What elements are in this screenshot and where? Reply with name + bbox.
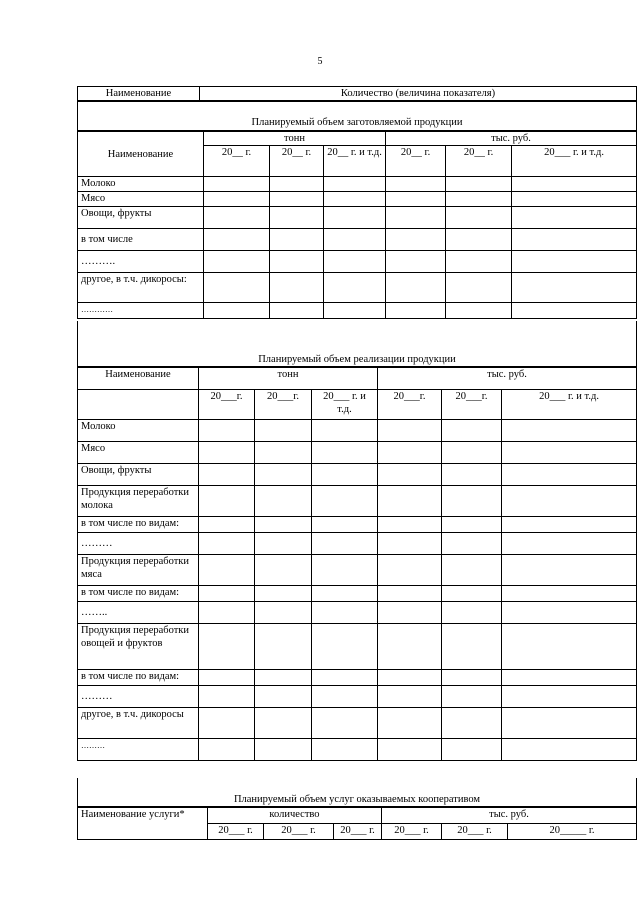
s1-row-label: другое, в т.ч. дикоросы:: [78, 273, 204, 303]
s3-year: 20___ г.: [334, 824, 382, 840]
table-cell: [386, 251, 446, 273]
s1-year: 20__ г. и т.д.: [324, 146, 386, 177]
table-cell: [312, 533, 378, 555]
table-cell: [312, 464, 378, 486]
table-cell: [446, 192, 512, 207]
table-cell: [378, 555, 442, 586]
table-cell: [512, 273, 637, 303]
table-cell: [442, 708, 502, 739]
table-cell: [502, 555, 637, 586]
table-cell: [512, 177, 637, 192]
table-cell: [442, 624, 502, 670]
table-cell: [502, 533, 637, 555]
table-cell: [378, 517, 442, 533]
section2-title-frame: [77, 321, 637, 367]
table-cell: [199, 486, 255, 517]
section1-title: Планируемый объем заготовляемой продукции: [251, 117, 463, 128]
table-cell: [378, 464, 442, 486]
s2-row-label: Продукция переработки овощей и фруктов: [78, 624, 199, 670]
table-cell: [204, 229, 270, 251]
table-cell: [378, 686, 442, 708]
table-cell: [502, 517, 637, 533]
table-cell: [199, 686, 255, 708]
table-cell: [312, 517, 378, 533]
table-cell: [378, 739, 442, 761]
table-cell: [312, 486, 378, 517]
table-cell: [386, 192, 446, 207]
table-cell: [512, 229, 637, 251]
table-cell: [446, 229, 512, 251]
s2-year: 20___г.: [199, 390, 255, 420]
table-cell: [312, 686, 378, 708]
s3-year: 20___ г.: [208, 824, 264, 840]
table-cell: [386, 229, 446, 251]
table-cell: [446, 207, 512, 229]
table-cell: [204, 192, 270, 207]
table-cell: [502, 670, 637, 686]
table-cell: [312, 442, 378, 464]
s3-unit-qty: количество: [208, 808, 382, 824]
s1-year: 20__ г.: [270, 146, 324, 177]
table-cell: [502, 686, 637, 708]
table-cell: [324, 303, 386, 319]
section2-table: [77, 367, 637, 761]
s1-row-label: Молоко: [78, 177, 204, 192]
s2-row-label: Овощи, фрукты: [78, 464, 199, 486]
table-cell: [255, 670, 312, 686]
table-cell: [324, 251, 386, 273]
table-cell: [502, 420, 637, 442]
section1-title-frame: [77, 101, 637, 131]
s3-year: 20___ г.: [264, 824, 334, 840]
table-cell: [199, 555, 255, 586]
table-cell: [446, 303, 512, 319]
table-cell: [378, 708, 442, 739]
s2-unit-rub: тыс. руб.: [378, 368, 637, 390]
table-cell: [204, 251, 270, 273]
table-cell: [446, 273, 512, 303]
table-cell: [312, 739, 378, 761]
table-cell: [255, 555, 312, 586]
table-cell: [270, 207, 324, 229]
table-cell: [255, 486, 312, 517]
s2-unit-tonn: тонн: [199, 368, 378, 390]
s2-row-label: в том числе по видам:: [78, 670, 199, 686]
table-cell: [446, 177, 512, 192]
table-cell: [270, 251, 324, 273]
table-cell: [312, 602, 378, 624]
table-cell: [324, 273, 386, 303]
table-cell: [512, 303, 637, 319]
s1-row-label: …………: [78, 303, 204, 319]
s2-row-label: Продукция переработки мяса: [78, 555, 199, 586]
s2-row-label: в том числе по видам:: [78, 517, 199, 533]
table-cell: [386, 207, 446, 229]
s2-row-label: другое, в т.ч. дикоросы: [78, 708, 199, 739]
table-cell: [378, 442, 442, 464]
table-cell: [502, 739, 637, 761]
table-cell: [378, 586, 442, 602]
table-cell: [512, 207, 637, 229]
s2-row-label: ………: [78, 739, 199, 761]
table-cell: [199, 708, 255, 739]
section3-title: Планируемый объем услуг оказываемых кооперативом: [233, 794, 481, 805]
header-quantity: Количество (величина показателя): [200, 87, 637, 101]
table-cell: [312, 670, 378, 686]
table-cell: [270, 303, 324, 319]
table-cell: [512, 192, 637, 207]
table-cell: [442, 586, 502, 602]
table-cell: [255, 686, 312, 708]
table-cell: [502, 586, 637, 602]
table-cell: [204, 303, 270, 319]
table-cell: [442, 420, 502, 442]
table-cell: [502, 486, 637, 517]
table-cell: [199, 533, 255, 555]
table-cell: [199, 420, 255, 442]
table-cell: [199, 739, 255, 761]
s1-unit-tonn: тонн: [204, 132, 386, 146]
table-cell: [255, 708, 312, 739]
table-cell: [312, 555, 378, 586]
s1-unit-rub: тыс. руб.: [386, 132, 637, 146]
section3-table: [77, 807, 637, 840]
table-cell: [199, 670, 255, 686]
table-cell: [324, 229, 386, 251]
s1-year: 20__ г.: [446, 146, 512, 177]
main-header: [77, 86, 637, 101]
s2-year: 20___ г. и т.д.: [312, 390, 378, 420]
table-cell: [442, 442, 502, 464]
table-cell: [312, 586, 378, 602]
s2-year: 20___г.: [442, 390, 502, 420]
table-cell: [255, 533, 312, 555]
table-cell: [378, 602, 442, 624]
table-cell: [378, 670, 442, 686]
header-name: Наименование: [78, 87, 200, 101]
table-cell: [378, 533, 442, 555]
table-cell: [512, 251, 637, 273]
s1-year: 20___ г. и т.д.: [512, 146, 637, 177]
table-cell: [312, 624, 378, 670]
s3-name-header: Наименование услуги*: [78, 808, 208, 840]
s3-year: 20_____ г.: [508, 824, 637, 840]
table-cell: [442, 533, 502, 555]
s2-year: 20___г.: [255, 390, 312, 420]
table-cell: [446, 251, 512, 273]
table-cell: [255, 739, 312, 761]
table-cell: [199, 586, 255, 602]
table-cell: [442, 602, 502, 624]
s1-row-label: в том числе: [78, 229, 204, 251]
table-cell: [442, 739, 502, 761]
table-cell: [255, 602, 312, 624]
table-cell: [204, 207, 270, 229]
table-cell: [199, 602, 255, 624]
s2-row-label: ……..: [78, 602, 199, 624]
s2-row-label: ………: [78, 533, 199, 555]
s2-row-label: ………: [78, 686, 199, 708]
table-cell: [270, 192, 324, 207]
table-cell: [324, 207, 386, 229]
table-cell: [442, 486, 502, 517]
section3-title-frame: [77, 778, 637, 807]
table-cell: [204, 273, 270, 303]
table-cell: [255, 464, 312, 486]
table-cell: [199, 624, 255, 670]
table-cell: [204, 177, 270, 192]
s2-row-label: Молоко: [78, 420, 199, 442]
s2-name-header: Наименование: [78, 368, 199, 390]
s1-row-label: ……….: [78, 251, 204, 273]
table-cell: [199, 517, 255, 533]
table-cell: [386, 177, 446, 192]
s1-row-label: Мясо: [78, 192, 204, 207]
table-cell: [502, 442, 637, 464]
table-cell: [442, 555, 502, 586]
s3-year: 20___ г.: [382, 824, 442, 840]
s3-year: 20___ г.: [442, 824, 508, 840]
table-cell: [502, 708, 637, 739]
table-cell: [199, 442, 255, 464]
s1-row-label: Овощи, фрукты: [78, 207, 204, 229]
s1-year: 20__ г.: [204, 146, 270, 177]
s1-year: 20__ г.: [386, 146, 446, 177]
table-cell: [386, 273, 446, 303]
table-cell: [270, 229, 324, 251]
table-cell: [442, 517, 502, 533]
table-cell: [312, 420, 378, 442]
s2-row-label: Продукция переработки молока: [78, 486, 199, 517]
section1-table: [77, 131, 637, 319]
s2-year: 20___г.: [378, 390, 442, 420]
table-cell: [270, 177, 324, 192]
s2-year: 20___ г. и т.д.: [502, 390, 637, 420]
table-cell: [502, 602, 637, 624]
s3-unit-rub: тыс. руб.: [382, 808, 637, 824]
table-cell: [324, 192, 386, 207]
table-cell: [199, 464, 255, 486]
s2-row-label: Мясо: [78, 442, 199, 464]
table-cell: [502, 464, 637, 486]
table-cell: [78, 390, 199, 420]
table-cell: [442, 686, 502, 708]
s1-name-header: Наименование: [78, 132, 204, 177]
table-cell: [378, 486, 442, 517]
s2-row-label: в том числе по видам:: [78, 586, 199, 602]
table-cell: [312, 708, 378, 739]
table-cell: [502, 624, 637, 670]
table-cell: [442, 670, 502, 686]
table-cell: [378, 420, 442, 442]
table-cell: [255, 624, 312, 670]
table-cell: [442, 464, 502, 486]
table-cell: [378, 624, 442, 670]
table-cell: [255, 442, 312, 464]
table-cell: [386, 303, 446, 319]
table-cell: [255, 586, 312, 602]
table-cell: [255, 517, 312, 533]
table-cell: [270, 273, 324, 303]
page-number: 5: [317, 56, 323, 67]
section2-title: Планируемый объем реализации продукции: [258, 354, 456, 365]
table-cell: [255, 420, 312, 442]
table-cell: [324, 177, 386, 192]
